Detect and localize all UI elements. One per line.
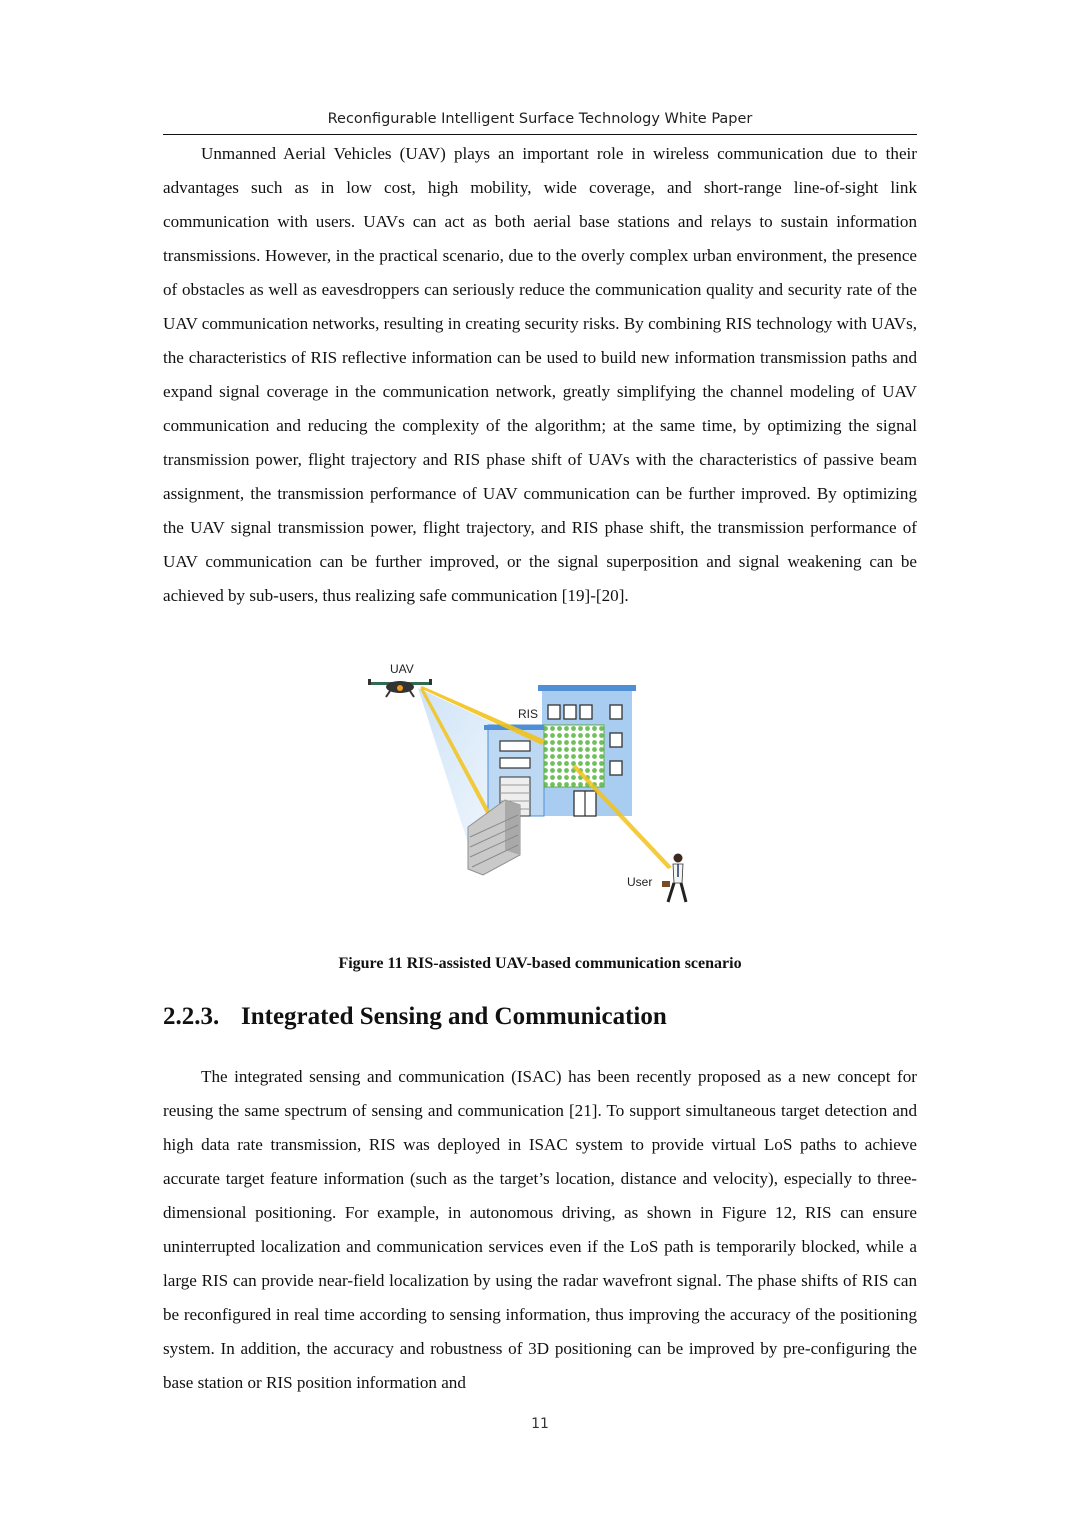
- running-header: Reconfigurable Intelligent Surface Technology White Paper: [327, 111, 753, 127]
- figure-ris-uav-scenario: [360, 655, 720, 920]
- body-paragraph-isac: The integrated sensing and communication (ISAC) has been recently proposed as a new concept for reusing the same spectrum of sensing and communication [21]. To support simultaneous target detection and high data rate transmission, RIS was deployed in ISAC system to provide virtual LoS paths to achieve accurate target feature information (such as the target’s location, distance and velocity), especially to three-dimensional positioning. For example, in autonomous driving, as shown in Figure 12, RIS can ensure uninterrupted localization and communication services even if the LoS path is temporarily blocked, while a large RIS can provide near-field localization by using the radar wavefront signal. The phase shifts of RIS can be reconfigured in real time according to sensing information, thus improving the accuracy of the positioning system. In addition, the accuracy and robustness of 3D positioning can be improved by pre-configuring the base station or RIS position information and: [163, 1067, 917, 1392]
- header-rule: [163, 134, 917, 135]
- figure-caption: Figure 11 RIS-assisted UAV-based communication scenario: [338, 955, 742, 972]
- section-heading: [163, 1003, 667, 1031]
- page-number: 11: [531, 1416, 549, 1432]
- body-paragraph-uav: Unmanned Aerial Vehicles (UAV) plays an important role in wireless communication due to their advantages such as in low cost, high mobility, wide coverage, and short-range line-of-sight link communication with users. UAVs can act as both aerial base stations and relays to sustain information transmissions. However, in the practical scenario, due to the overly complex urban environment, the presence of obstacles as well as eavesdroppers can seriously reduce the communication quality and security rate of the UAV communication networks, resulting in creating security risks. By combining RIS technology with UAVs, the characteristics of RIS reflective information can be used to build new information transmission paths and expand signal coverage in the communication network, greatly simplifying the channel modeling of UAV communication and reducing the complexity of the algorithm; at the same time, by optimizing the signal transmission power, flight trajectory and RIS phase shift of UAVs with the characteristics of passive beam assignment, the transmission performance of UAV communication can be further improved. By optimizing the UAV signal transmission power, flight trajectory, and RIS phase shift, the transmission performance of UAV communication can be further improved, or the signal superposition and signal weakening can be achieved by sub-users, thus realizing safe communication [19]-[20].: [163, 144, 917, 605]
- section-title: Integrated Sensing and Communication: [241, 1003, 667, 1030]
- uav-label: UAV: [390, 662, 414, 676]
- scenario-illustration: [360, 655, 720, 920]
- user-label: User: [627, 875, 653, 889]
- ris-label: RIS: [518, 707, 539, 721]
- ris-panel: [544, 725, 604, 787]
- section-number: 2.2.3.: [163, 1003, 220, 1030]
